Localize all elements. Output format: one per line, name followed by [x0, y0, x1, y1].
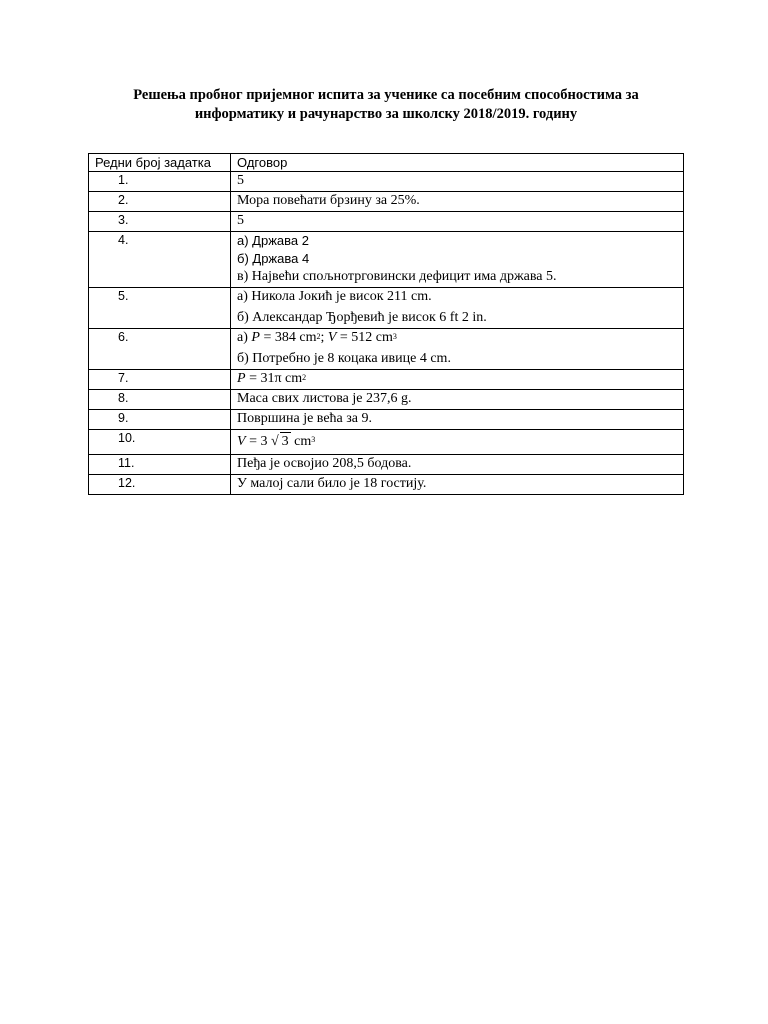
task-number: 10. — [89, 430, 231, 455]
area-variable: P — [251, 330, 260, 345]
formula-exponent: 2 — [302, 373, 307, 382]
header-task-number: Редни број задатка — [89, 154, 231, 172]
answer-cell — [231, 212, 684, 232]
answer-line — [237, 329, 677, 347]
answer-line: в) Највећи спољнотрговински дефицит има држава 5. — [237, 269, 557, 284]
answer-cell — [231, 370, 684, 390]
answer-line: 5 — [237, 213, 244, 228]
radicand: 3 — [281, 434, 289, 449]
answer-cell — [231, 455, 684, 475]
document-title — [88, 86, 684, 124]
task-number: 12. — [89, 475, 231, 495]
volume-value: = 512 cm — [336, 330, 393, 345]
answer-cell — [231, 192, 684, 212]
table-row — [89, 329, 684, 370]
formula-value: = 31π cm — [245, 371, 303, 386]
formula-equals: = 3 — [245, 434, 271, 449]
answer-line: б) Александар Ђорђевић је висок 6 ft 2 in. — [237, 310, 487, 325]
table-row — [89, 192, 684, 212]
area-exponent: 2 — [316, 332, 321, 341]
answer-line: У малој сали било је 18 гостију. — [237, 476, 427, 491]
answer-line: Површина је већа за 9. — [237, 411, 373, 426]
task-number: 1. — [89, 172, 231, 192]
task-number: 5. — [89, 288, 231, 329]
task-number: 6. — [89, 329, 231, 370]
answer-line — [237, 432, 677, 451]
header-answer: Одговор — [231, 154, 684, 172]
answer-cell — [231, 475, 684, 495]
separator: ; — [320, 330, 328, 345]
table-row — [89, 232, 684, 288]
task-number: 2. — [89, 192, 231, 212]
volume-exponent: 3 — [392, 332, 397, 341]
area-value: = 384 cm — [259, 330, 317, 345]
task-number: 8. — [89, 390, 231, 410]
title-line-2: информатику и рачунарство за школску 2018/2019. годину — [194, 106, 578, 122]
radical-sign-icon: √ — [270, 434, 279, 449]
table-row — [89, 370, 684, 390]
formula-variable: P — [237, 371, 246, 386]
table-row — [89, 475, 684, 495]
task-number: 7. — [89, 370, 231, 390]
table-row — [89, 410, 684, 430]
formula-unit: cm — [290, 434, 312, 449]
answer-line: 5 — [237, 173, 244, 188]
answer-cell — [231, 430, 684, 455]
volume-variable: V — [327, 330, 337, 345]
answer-line: Маса свих листова је 237,6 g. — [237, 391, 412, 406]
table-header-row — [89, 154, 684, 172]
answer-prefix: а) — [237, 330, 252, 345]
table-row — [89, 455, 684, 475]
table-row — [89, 212, 684, 232]
answer-line: Мора повећати брзину за 25%. — [237, 193, 420, 208]
title-line-1: Решења пробног пријемног испита за ученике са посебним способностима за — [133, 87, 639, 103]
answer-cell — [231, 390, 684, 410]
square-root — [271, 432, 291, 451]
table-row — [89, 430, 684, 455]
answer-line: б) Потребно је 8 коцака ивице 4 cm. — [237, 351, 451, 366]
answer-cell — [231, 172, 684, 192]
answers-table — [88, 153, 684, 495]
answer-line: а) Држава 2 — [237, 233, 309, 248]
answer-cell — [231, 232, 684, 288]
table-row — [89, 390, 684, 410]
answer-cell — [231, 329, 684, 370]
formula-variable: V — [237, 434, 246, 449]
formula-exponent: 3 — [311, 435, 316, 444]
task-number: 9. — [89, 410, 231, 430]
task-number: 3. — [89, 212, 231, 232]
answer-cell — [231, 288, 684, 329]
answer-line: Пеђа је освојио 208,5 бодова. — [237, 456, 412, 471]
answer-line — [237, 370, 677, 388]
answer-line: б) Држава 4 — [237, 251, 310, 266]
answer-cell — [231, 410, 684, 430]
table-row — [89, 288, 684, 329]
task-number: 4. — [89, 232, 231, 288]
table-row — [89, 172, 684, 192]
task-number: 11. — [89, 455, 231, 475]
answer-line: а) Никола Јокић је висок 211 cm. — [237, 289, 432, 304]
